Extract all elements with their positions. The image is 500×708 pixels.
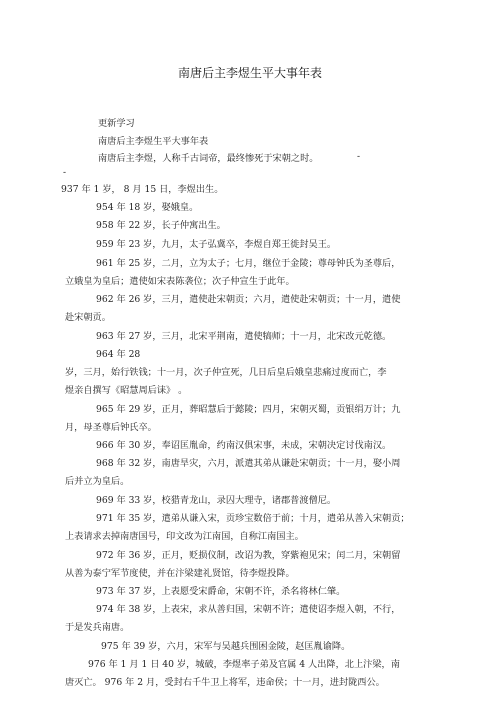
entry-line: 岁，三月，始行铁钱；十一月，次子仲宣死，几日后皇后娥皇悲痛过度而亡，李 bbox=[65, 367, 387, 378]
entry-line: 969 年 33 岁，校猎青龙山，录囚大理寺，诸郡普渡僧尼。 bbox=[96, 495, 337, 506]
entry-line: 赴宋朝贡。 bbox=[65, 312, 111, 323]
entry-line: 965 年 29 岁，正月，葬昭慧后于懿陵；四月，宋朝灭蜀，贡银绢万计；九 bbox=[96, 404, 401, 415]
entry-line: 唐灭亡。 976 年 2 月，受封右千牛卫上将军，违命侯；十一月，进封陇西公。 bbox=[65, 677, 385, 688]
entry-line: 962 年 26 岁，三月，遣使赴宋朝贡；六月，遣使赴宋朝贡；十一月，遣使 bbox=[96, 294, 401, 305]
entry-line: 971 年 35 岁，遣弟从谦入宋，贡珍宝数倍于前；十月，遣弟从善入宋朝贡； bbox=[96, 513, 410, 524]
entry-line: 958 年 22 岁，长子仲寓出生。 bbox=[96, 220, 226, 231]
entry-line: 于是发兵南唐。 bbox=[65, 622, 130, 633]
entry-line: 963 年 27 岁，三月，北宋平荆南，遣使犒师；十一月，北宋改元乾德。 bbox=[96, 331, 392, 342]
entry-line: 966 年 30 岁，奉诏匡胤命，约南汉俱宋事，未成，宋朝决定讨伐南汉。 bbox=[96, 440, 392, 451]
entry-line: 月，母圣尊后钟氏卒。 bbox=[65, 422, 157, 433]
dash-mark: - bbox=[357, 152, 361, 162]
entry-line: 968 年 32 岁，南唐旱灾，六月，派遣其弟从谦赴宋朝贡；十一月，娶小周 bbox=[96, 458, 401, 469]
entry-line: 975 年 39 岁，六月，宋军与吴越兵围困金陵，赵匡胤谕降。 bbox=[101, 641, 351, 652]
entry-line: 976 年 1 月 1 日 40 岁，城破，李煜率子弟及官属 4 人出降，北上汴梁，南 bbox=[88, 659, 400, 670]
entry-line: 立娥皇为皇后；遣使如宋表陈袭位；次子仲宣生于此年。 bbox=[65, 276, 295, 287]
subtitle: 南唐后主李煜生平大事年表 bbox=[98, 136, 209, 147]
entry-line: 964 年 28 bbox=[96, 349, 141, 360]
entry-line: 937 年 1 岁， 8 月 15 日，李煜出生。 bbox=[61, 184, 224, 195]
update-label: 更新学习 bbox=[98, 118, 135, 129]
entry-line: 煜亲自撰写《昭慧周后诔》 。 bbox=[65, 385, 188, 396]
entry-line: 后并立为皇后。 bbox=[65, 476, 130, 487]
entry-line: 上表请求去掉南唐国号，印文改为江南国，自称江南国主。 bbox=[65, 531, 304, 542]
entry-line: 973 年 37 岁，上表愿受宋爵命，宋朝不许，杀名将林仁肇。 bbox=[96, 586, 346, 597]
entry-line: 961 年 25 岁，二月，立为太子；七月，继位于金陵；尊母钟氏为圣尊后， bbox=[96, 258, 401, 269]
entry-line: 959 年 23 岁，九月，太子弘冀卒，李煜自郑王徙封吴王。 bbox=[96, 239, 337, 250]
entry-line: 974 年 38 岁，上表宋，求从善归国，宋朝不许；遣使诏李煜入朝，不行， bbox=[96, 604, 401, 615]
page-title: 南唐后主李煜生平大事年表 bbox=[177, 66, 322, 80]
entry-line: 972 年 36 岁，正月，贬损仪制，改诏为教，穿紫袍见宋；闰二月，宋朝留 bbox=[96, 550, 401, 561]
entry-line: 从善为泰宁军节度使，并在汴梁建礼贤馆，待李煜投降。 bbox=[65, 568, 295, 579]
intro-text: 南唐后主李煜，人称千古词帝，最终惨死于宋朝之时。 bbox=[98, 153, 319, 164]
entry-line: 954 年 18 岁，娶娥皇。 bbox=[96, 202, 199, 213]
dash-mark: - bbox=[63, 168, 67, 178]
